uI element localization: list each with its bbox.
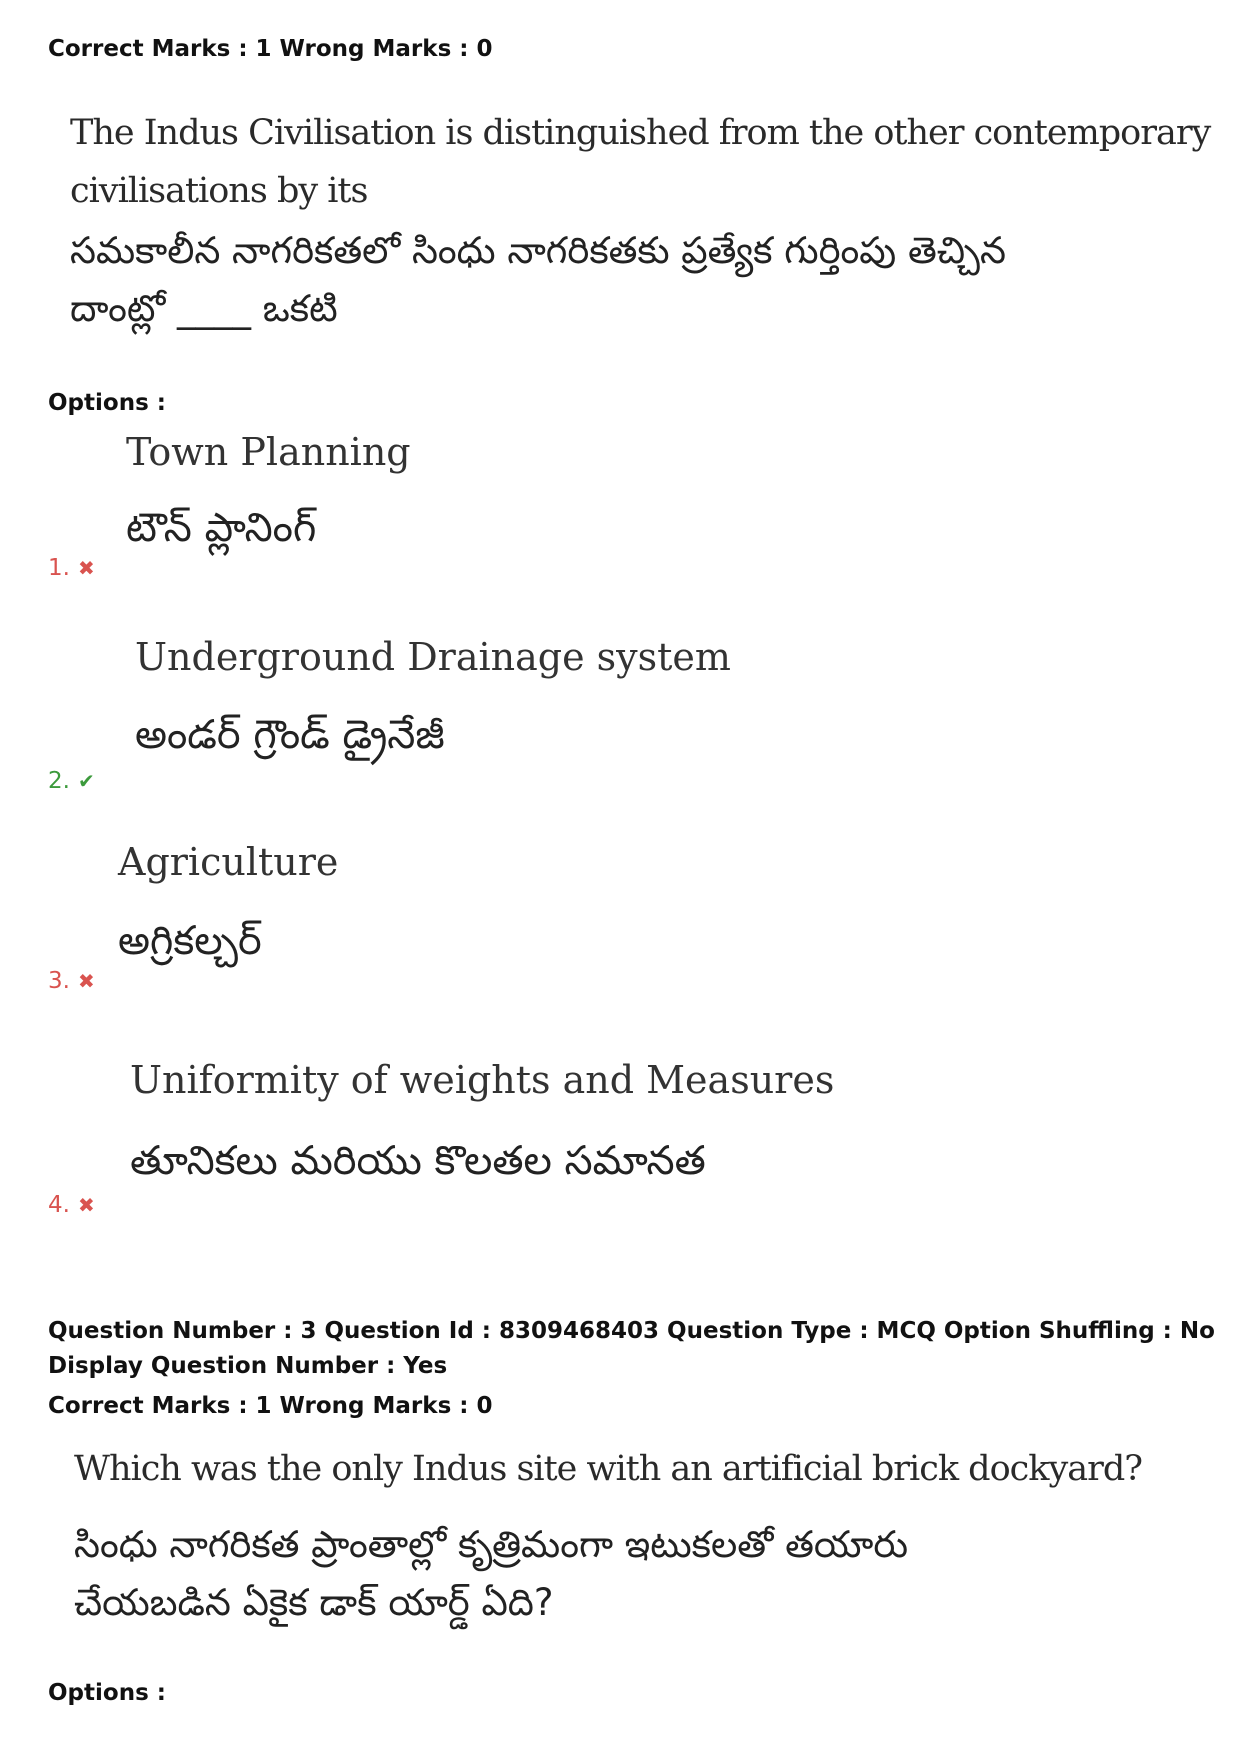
question-text-telugu-line-2: చేయబడిన ఏకైక డాక్ యార్డ్ ఏది? (74, 1581, 554, 1624)
option-1-text-english: Town Planning (126, 430, 411, 474)
question-header-line-2: Display Question Number : Yes (48, 1353, 448, 1379)
check-icon: ✔ (77, 769, 95, 793)
question-text-english-line-2: civilisations by its (70, 171, 368, 211)
question-text-telugu (70, 222, 1006, 338)
marks-line: Correct Marks : 1 Wrong Marks : 0 (48, 1393, 493, 1419)
option-2-label (48, 768, 95, 794)
option-4-text-english: Uniformity of weights and Measures (130, 1058, 835, 1102)
option-1-number: 1. (48, 555, 70, 581)
cross-icon: ✖ (77, 1193, 95, 1217)
option-3-label (48, 968, 95, 994)
question-text-english-line-1: The Indus Civilisation is distinguished from the other contemporary (70, 113, 1211, 153)
option-2-text-telugu: అండర్ గ్రౌండ్ డ్రైనేజీ (135, 712, 445, 758)
option-1-label (48, 555, 95, 581)
marks-line: Correct Marks : 1 Wrong Marks : 0 (48, 36, 493, 62)
option-4-text-telugu: తూనికలు మరియు కొలతల సమానత (130, 1138, 706, 1184)
options-label: Options : (48, 1680, 166, 1706)
question-text-telugu-line-2: దాంట్లో ____ ఒకటి (70, 287, 338, 330)
question-text-telugu (74, 1516, 908, 1632)
question-text-telugu-line-1: సింధు నాగరికత ప్రాంతాల్లో కృత్రిమంగా ఇటుకలతో తయారు (74, 1523, 909, 1566)
option-1-text-telugu: టౌన్ ప్లానింగ్ (126, 505, 317, 551)
question-text-english: Which was the only Indus site with an artificial brick dockyard? (74, 1449, 1142, 1489)
question-text-telugu-line-1: సమకాలీన నాగరికతలో సింధు నాగరికతకు ప్రత్యేక గుర్తింపు తెచ్చిన (70, 229, 1006, 272)
option-4-label (48, 1192, 95, 1218)
option-3-text-telugu: అగ్రికల్చర్ (118, 918, 262, 964)
option-4-number: 4. (48, 1192, 70, 1218)
option-3-text-english: Agriculture (118, 840, 339, 884)
options-label: Options : (48, 390, 166, 416)
option-2-text-english: Underground Drainage system (135, 635, 731, 679)
cross-icon: ✖ (77, 556, 95, 580)
option-2-number: 2. (48, 768, 70, 794)
question-text-english (70, 104, 1210, 220)
question-header-line-1: Question Number : 3 Question Id : 8309468403 Question Type : MCQ Option Shuffling : No (48, 1318, 1215, 1344)
option-3-number: 3. (48, 968, 70, 994)
cross-icon: ✖ (77, 969, 95, 993)
